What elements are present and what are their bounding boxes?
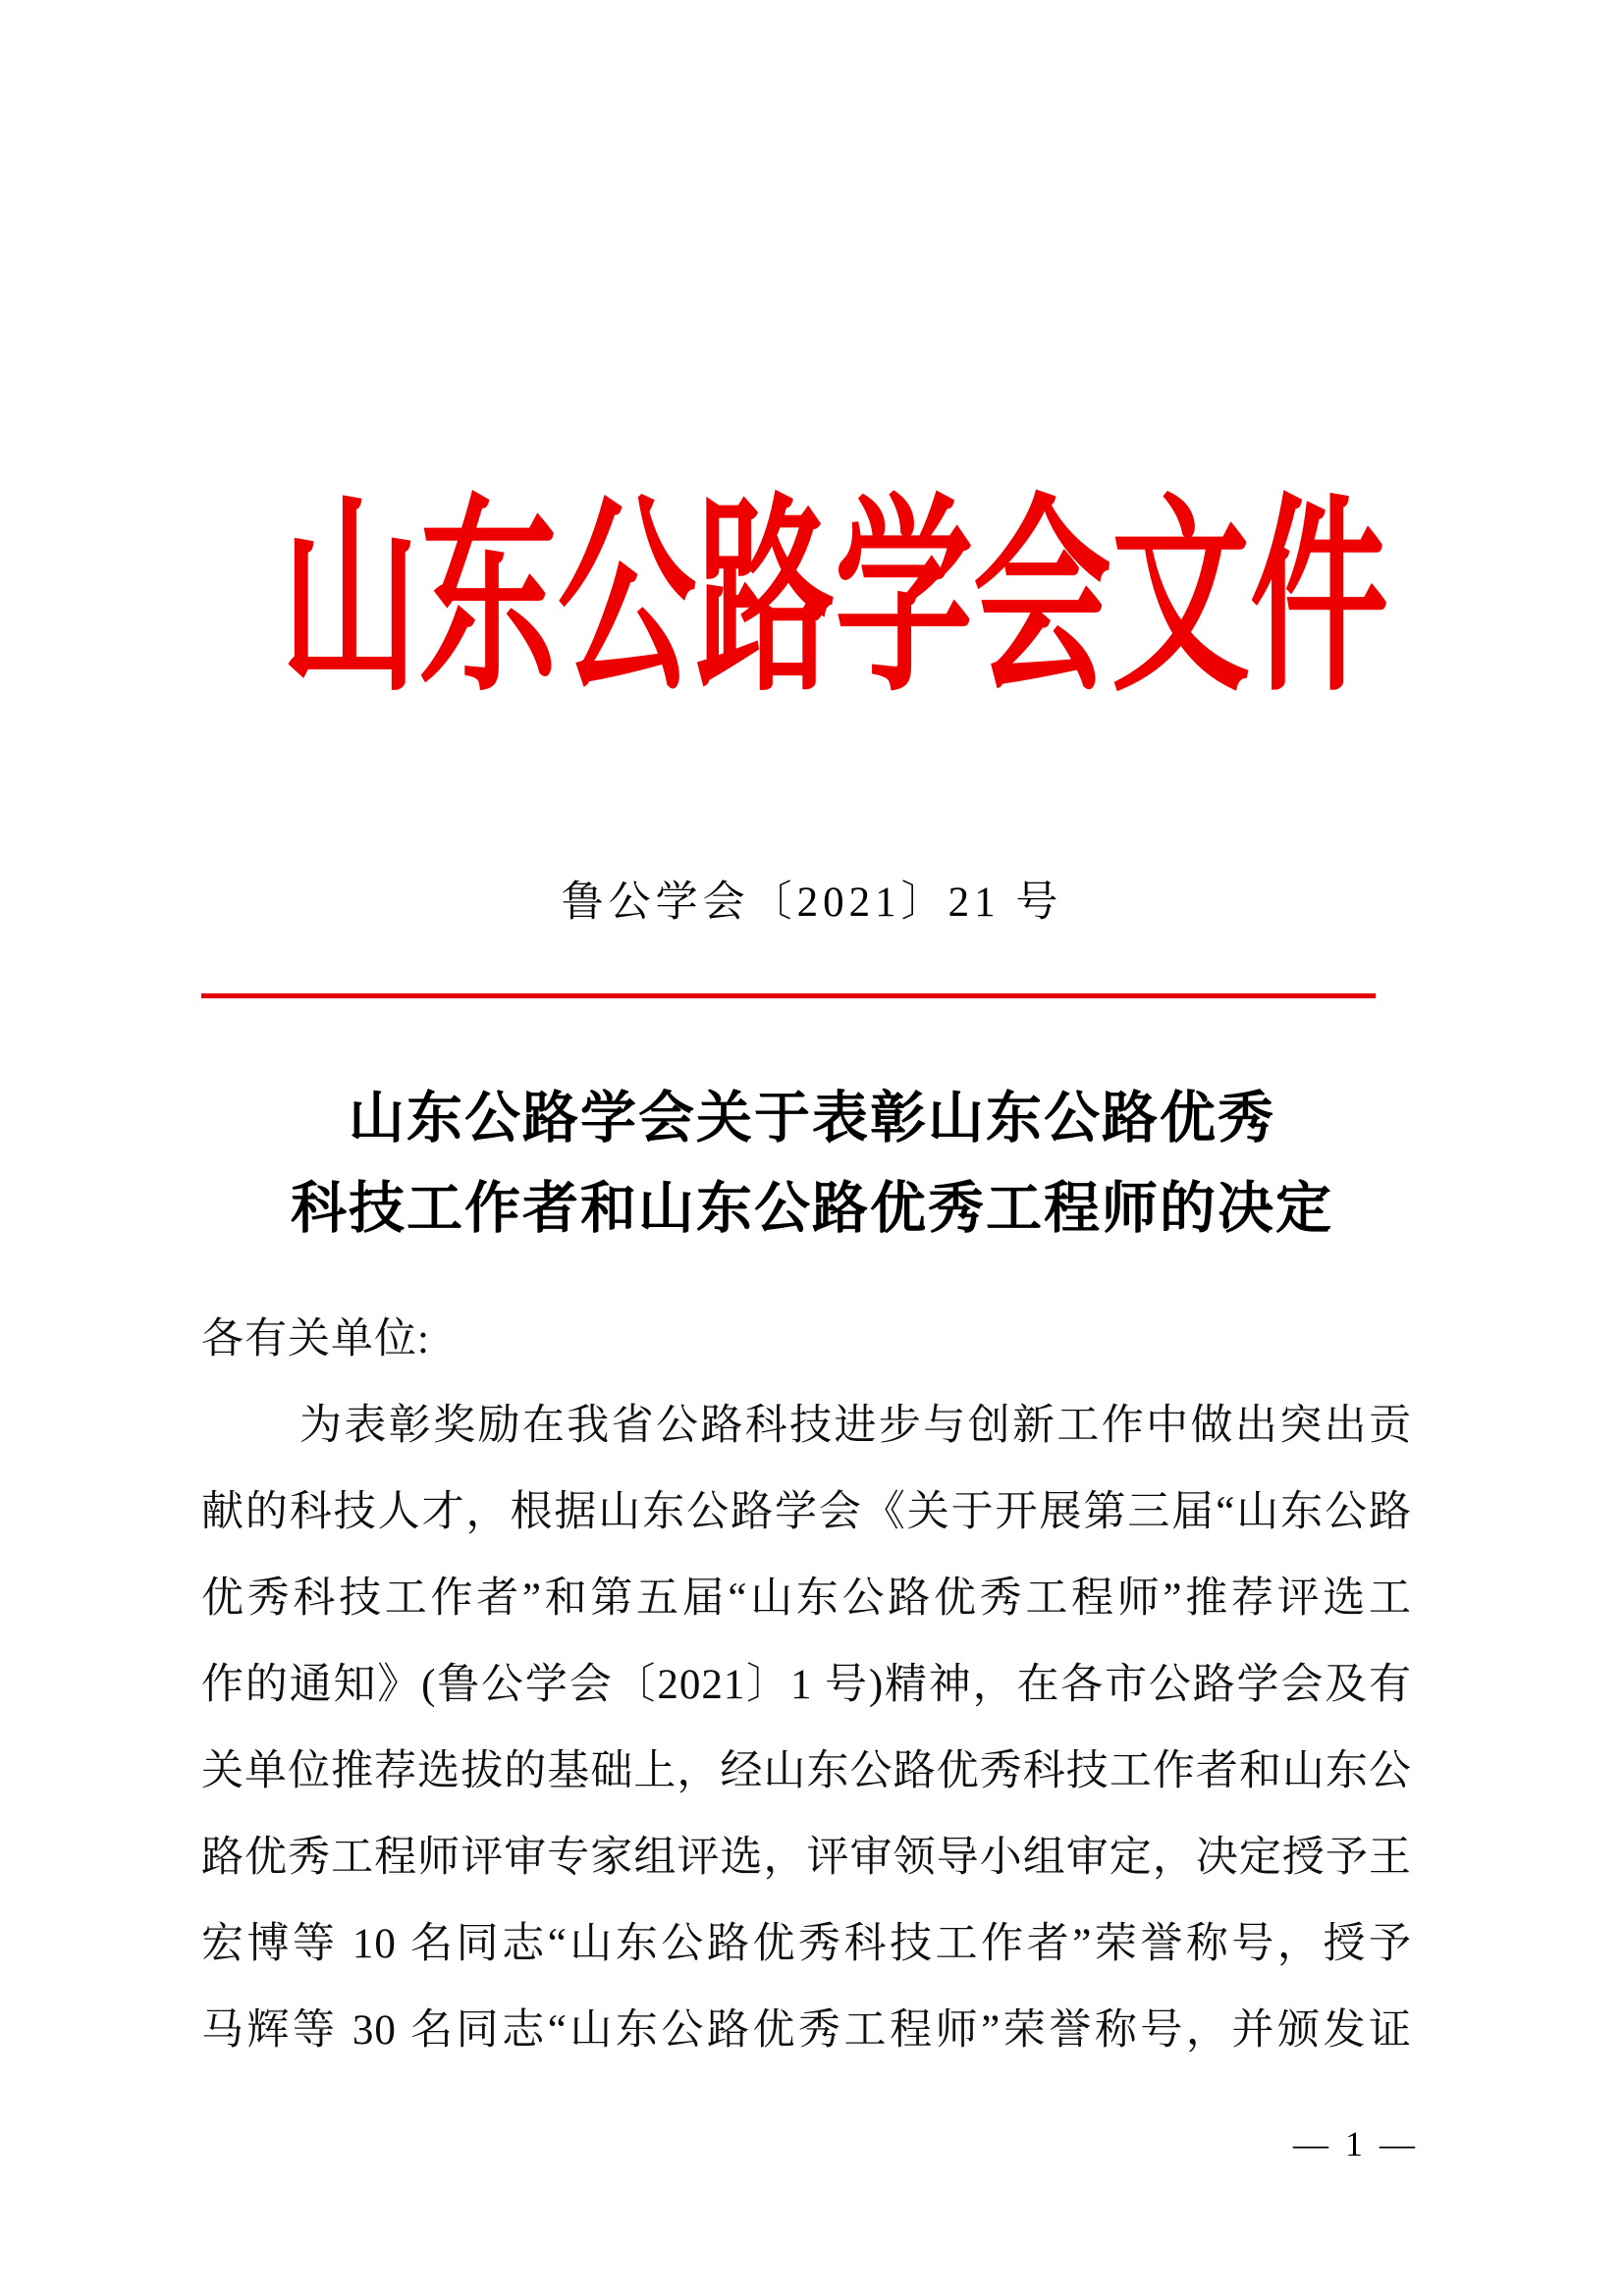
body-line: 献的科技人才，根据山东公路学会《关于开展第三届“山东公路 xyxy=(201,1489,1412,1535)
page-number: — 1 — xyxy=(1293,2124,1419,2163)
body-line: 路优秀工程师评审专家组评选，评审领导小组审定，决定授予王 xyxy=(201,1835,1412,1881)
document-title-line-1: 山东公路学会关于表彰山东公路优秀 xyxy=(349,1088,1275,1149)
body-line: 马辉等 30 名同志“山东公路优秀工程师”荣誉称号，并颁发证 xyxy=(201,2007,1412,2054)
document-title-line-2: 科技工作者和山东公路优秀工程师的决定 xyxy=(291,1178,1333,1240)
document-title xyxy=(0,1074,1624,1255)
body-line: 宏博等 10 名同志“山东公路优秀科技工作者”荣誉称号，授予 xyxy=(201,1921,1412,1967)
document-number: 鲁公学会〔2021〕21 号 xyxy=(561,880,1063,926)
red-divider-rule xyxy=(201,993,1376,998)
body-text-block xyxy=(201,1297,1412,2074)
body-line: 关单位推荐选拔的基础上，经山东公路优秀科技工作者和山东公 xyxy=(201,1748,1412,1794)
masthead-title: 山东公路学会文件 xyxy=(280,483,1388,717)
body-line: 优秀科技工作者”和第五届“山东公路优秀工程师”推荐评选工 xyxy=(201,1575,1412,1622)
salutation-line: 各有关单位: xyxy=(201,1316,430,1362)
body-line: 为表彰奖励在我省公路科技进步与创新工作中做出突出贡 xyxy=(299,1403,1412,1449)
body-line: 作的通知》(鲁公学会〔2021〕1 号)精神，在各市公路学会及有 xyxy=(201,1662,1412,1708)
